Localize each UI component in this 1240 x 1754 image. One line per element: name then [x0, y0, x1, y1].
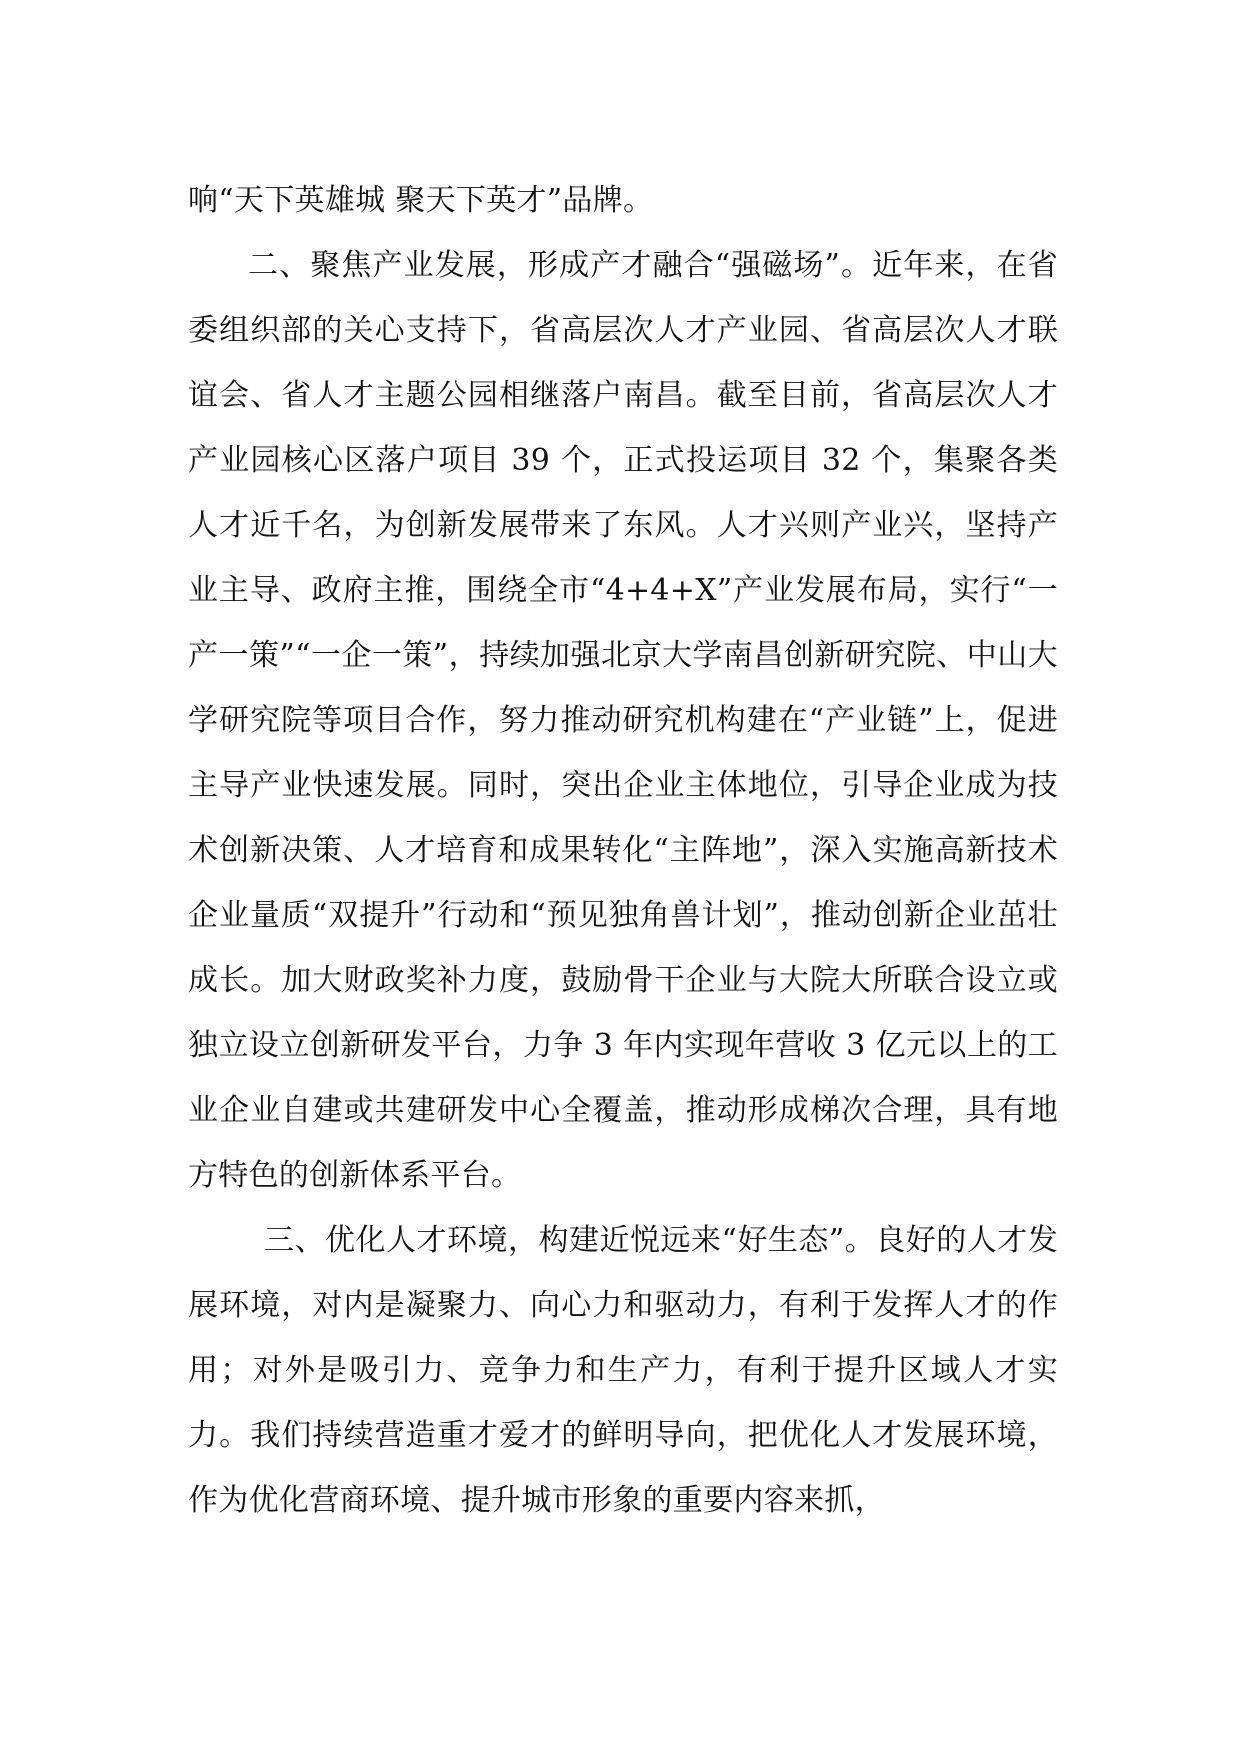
paragraph-talent-environment: 三、优化人才环境，构建近悦远来“好生态”。良好的人才发展环境，对内是凝聚力、向心力和驱动力，有利于发挥人才的作用；对外是吸引力、竞争力和生产力，有利于提升区域人才实力。我们持续营造重才爱才的鲜明导向，把优化人才发展环境，作为优化营商环境、提升城市形象的重要内容来抓， [188, 1223, 1058, 1518]
paragraph-industry-development: 二、聚焦产业发展，形成产才融合“强磁场”。近年来，在省委组织部的关心支持下，省高层次人才产业园、省高层次人才联谊会、省人才主题公园相继落户南昌。截至目前，省高层次人才产业园核心区落户项目 39 个，正式投运项目 32 个，集聚各类人才近千名，为创新发展带来了东风。人才兴则产业兴，坚持产业主导、政府主推，围绕全市“4+4+X”产业发展布局，实行“一产一策”“一企一策”，持续加强北京大学南昌创新研究院、中山大学研究院等项目合作，努力推动研究机构建在“产业链”上，促进主导产业快速发展。同时，突出企业主体地位，引导企业成为技术创新决策、人才培育和成果转化“主阵地”，深入实施高新技术企业量质“双提升”行动和“预见独角兽计划”，推动创新企业茁壮成长。加大财政奖补力度，鼓励骨干企业与大院大所联合设立或独立设立创新研发平台，力争 3 年内实现年营收 3 亿元以上的工业企业自建或共建研发中心全覆盖，推动形成梯次合理，具有地方特色的创新体系平台。 [188, 248, 1058, 1193]
paragraph-continuation: 响“天下英雄城 聚天下英才”品牌。 [188, 183, 654, 218]
document-body [188, 168, 1058, 1533]
